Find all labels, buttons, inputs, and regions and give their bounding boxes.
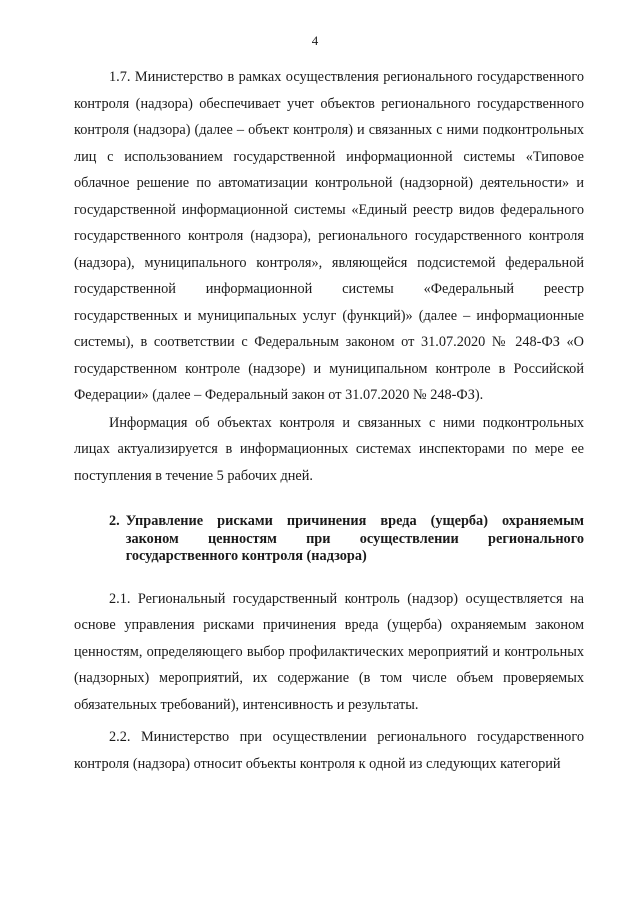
section-2-title: Управление рисками причинения вреда (ущерба) охраняемым законом ценностям при осуществлении регионального государственного контроля (надзора) bbox=[125, 513, 584, 564]
paragraph-2-2: 2.2. Министерство при осуществлении регионального государственного контроля (надзора) относит объекты контроля к одной из следующих категорий bbox=[74, 729, 584, 772]
page-number: 4 bbox=[311, 33, 319, 48]
section-2-number: 2. bbox=[109, 513, 120, 529]
paragraph-1-7: 1.7. Министерство в рамках осуществления регионального государственного контроля (надзора) обеспечивает учет объектов регионального государственного контроля (надзора) (далее – объект контроля) и связанных с ними подконтрольных лиц с использованием государственной информационной системы «Типовое облачное решение по автоматизации контрольной (надзорной) деятельности» и государственной информационной системы «Единый реестр видов федерального государственного контроля (надзора), регионального государственного контроля (надзора), муниципального контроля», являющейся подсистемой федеральной государственной информационной системы «Федеральный реестр государственных и муниципальных услуг (функций)» (далее – информационные системы), в соответствии с Федеральным законом от 31.07.2020 № 248-ФЗ «О государственном контроле (надзоре) и муниципальном контроле в Российской Федерации» (далее – Федеральный закон от 31.07.2020 № 248-ФЗ). bbox=[74, 69, 584, 403]
document-body bbox=[74, 64, 584, 777]
section-2-heading bbox=[74, 513, 584, 566]
paragraph-2-1: 2.1. Региональный государственный контроль (надзор) осуществляется на основе управления рисками причинения вреда (ущерба) охраняемым законом ценностям, определяющего выбор профилактических мероприятий и контрольных (надзорных) мероприятий, их содержание (в том числе объем проверяемых обязательных требований), интенсивность и результаты. bbox=[74, 590, 584, 713]
paragraph-objects-info: Информация об объектах контроля и связанных с ними подконтрольных лицах актуализируется в информационных системах инспекторами по мере ее поступления в течение 5 рабочих дней. bbox=[74, 414, 584, 484]
